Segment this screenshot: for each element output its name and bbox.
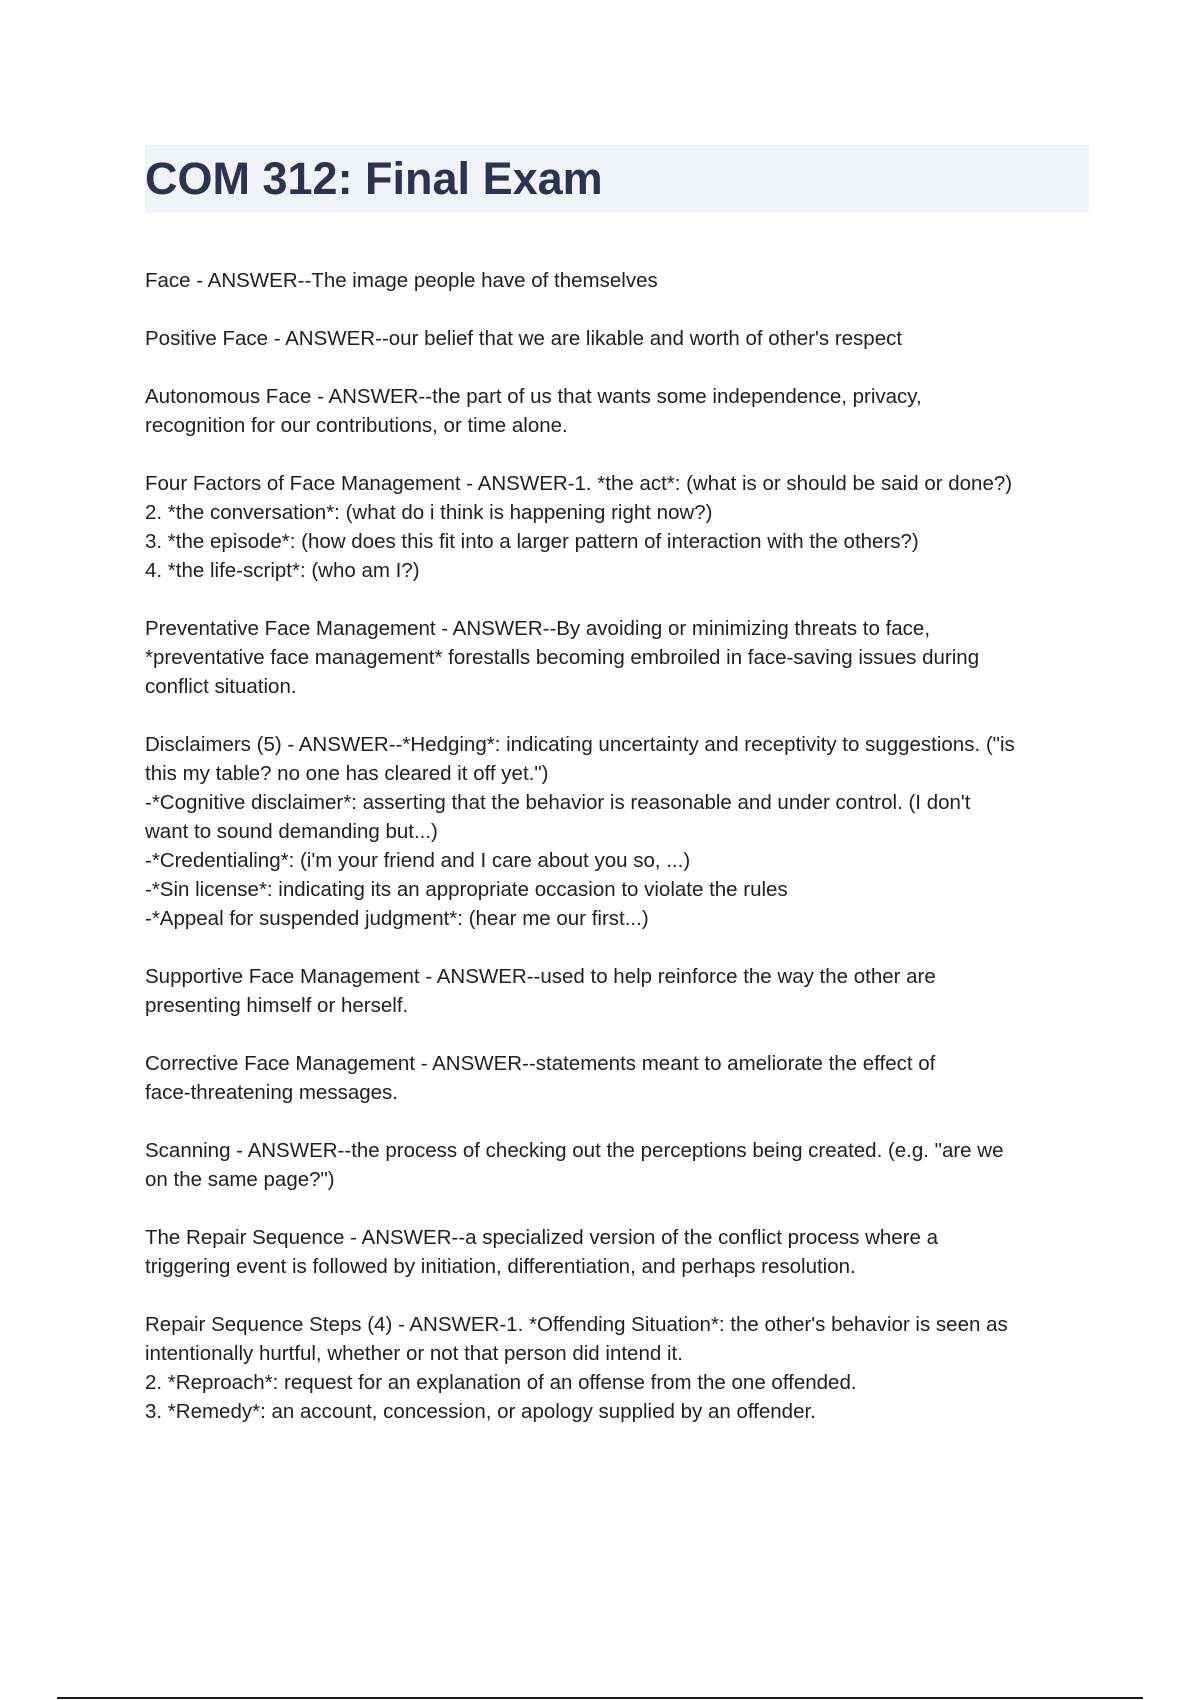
entry-text: Repair Sequence Steps (4) - ANSWER-1. *Offending Situation*: the other's behavior is seen as — [145, 1313, 1008, 1336]
entry-scanning — [145, 1136, 1095, 1194]
entry-text: Supportive Face Management - ANSWER--used to help reinforce the way the other are — [145, 965, 936, 988]
entry-supportive-face-management — [145, 962, 1095, 1020]
entry-text: conflict situation. — [145, 675, 297, 698]
entry-text: 4. *the life-script*: (who am I?) — [145, 559, 420, 582]
entry-text: Four Factors of Face Management - ANSWER-1. *the act*: (what is or should be said or done?) — [145, 472, 1013, 495]
entry-text: -*Sin license*: indicating its an appropriate occasion to violate the rules — [145, 878, 788, 901]
entry-text: Disclaimers (5) - ANSWER--*Hedging*: indicating uncertainty and receptivity to suggestions. ("is — [145, 733, 1015, 756]
entry-face — [145, 266, 1095, 295]
entry-repair-sequence-steps — [145, 1310, 1095, 1426]
page-title: COM 312: Final Exam — [145, 153, 603, 204]
entry-text: 3. *Remedy*: an account, concession, or apology supplied by an offender. — [145, 1400, 816, 1423]
entry-text: on the same page?") — [145, 1168, 335, 1191]
entry-text: triggering event is followed by initiation, differentiation, and perhaps resolution. — [145, 1255, 856, 1278]
entry-autonomous-face — [145, 382, 1095, 440]
entry-repair-sequence — [145, 1223, 1095, 1281]
footer-divider — [57, 1697, 1143, 1699]
entry-text: -*Appeal for suspended judgment*: (hear me our first...) — [145, 907, 649, 930]
entry-text: *preventative face management* forestalls becoming embroiled in face-saving issues during — [145, 646, 980, 669]
entry-text: recognition for our contributions, or time alone. — [145, 414, 568, 437]
entry-text: Corrective Face Management - ANSWER--statements meant to ameliorate the effect of — [145, 1052, 936, 1075]
entry-text: Scanning - ANSWER--the process of checking out the perceptions being created. (e.g. "are we — [145, 1139, 1004, 1162]
entry-text: 2. *Reproach*: request for an explanation of an offense from the one offended. — [145, 1371, 857, 1394]
entry-text: Face - ANSWER--The image people have of themselves — [145, 269, 658, 292]
entry-text: Positive Face - ANSWER--our belief that we are likable and worth of other's respect — [145, 327, 903, 350]
entry-text: -*Credentialing*: (i'm your friend and I care about you so, ...) — [145, 849, 691, 872]
entry-text: The Repair Sequence - ANSWER--a specialized version of the conflict process where a — [145, 1226, 939, 1249]
entry-text: presenting himself or herself. — [145, 994, 409, 1017]
entry-text: intentionally hurtful, whether or not that person did intend it. — [145, 1342, 683, 1365]
entry-text: 3. *the episode*: (how does this fit into a larger pattern of interaction with the others?) — [145, 530, 919, 553]
flashcard-list — [145, 266, 1095, 1455]
entry-text: this my table? no one has cleared it off yet.") — [145, 762, 549, 785]
entry-text: Autonomous Face - ANSWER--the part of us that wants some independence, privacy, — [145, 385, 922, 408]
entry-disclaimers — [145, 730, 1095, 933]
entry-text: 2. *the conversation*: (what do i think is happening right now?) — [145, 501, 713, 524]
entry-text: want to sound demanding but...) — [145, 820, 438, 843]
entry-text: face-threatening messages. — [145, 1081, 398, 1104]
entry-four-factors — [145, 469, 1095, 585]
entry-text: -*Cognitive disclaimer*: asserting that the behavior is reasonable and under control. (I don't — [145, 791, 971, 814]
entry-positive-face — [145, 324, 1095, 353]
entry-corrective-face-management — [145, 1049, 1095, 1107]
entry-text: Preventative Face Management - ANSWER--By avoiding or minimizing threats to face, — [145, 617, 931, 640]
entry-preventative-face-management — [145, 614, 1095, 701]
